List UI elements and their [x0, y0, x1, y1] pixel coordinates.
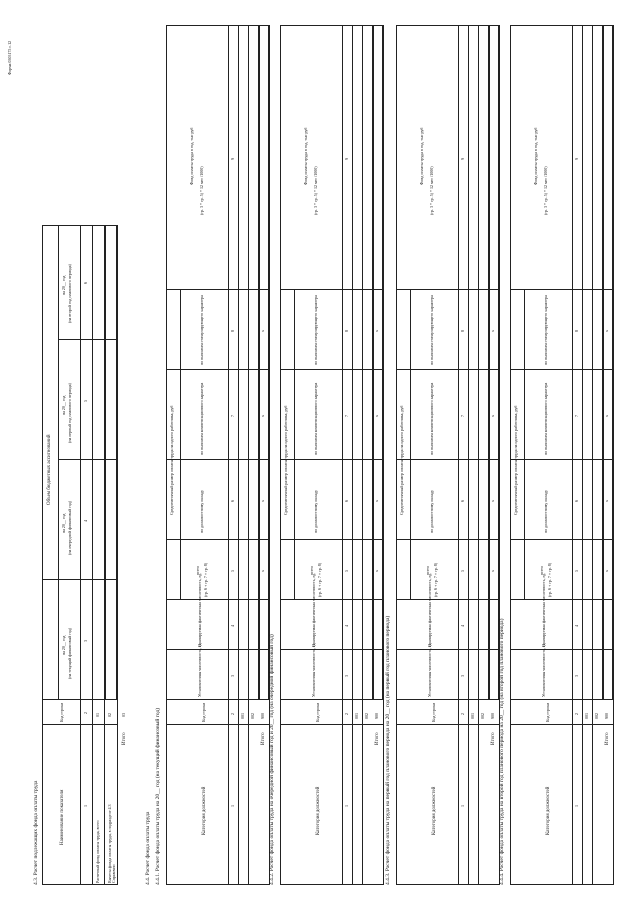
- column-number: 2: [344, 713, 349, 715]
- head-fund-formula: (гр. 3 * гр. 5) * 12 мес /1000): [429, 166, 434, 215]
- head-code: Код строки: [201, 702, 206, 722]
- head-salary: по должностному окладу: [199, 490, 204, 533]
- column-number: 4: [574, 625, 579, 627]
- head-salary: по должностному окладу: [429, 490, 434, 533]
- head-avg-pay: Среднемесячный размер оплаты труда на одного работника, руб: [283, 405, 288, 515]
- x-mark: x: [490, 570, 495, 572]
- column-number: 8: [344, 330, 349, 332]
- head-total: всего: [539, 565, 544, 575]
- column-number: 7: [574, 415, 579, 417]
- section-43-title: 4.3. Расчет подлежащих фонда оплаты труда: [33, 780, 39, 885]
- head-salary: по должностному окладу: [543, 490, 548, 533]
- x-mark: x: [260, 570, 265, 572]
- column-number: 7: [460, 415, 465, 417]
- row3-label: Справочно: [111, 864, 116, 883]
- rotated-form-page: Форма 0505175 с.12 4.3. Расчет подлежащих фонда оплаты труда Наименование показателя Код строки Объем бюджетных ассигнований на 20__ год (на текущий финансовый год) на 20__ год (на очередной финансовый год) на 20__ год (на первый год планового периода) на 20__ год (на второй год планового периода) 1 2 3 4 5 6 Расчетный фонд оплаты труда, всего 01 Вычеты фонда оплаты труда, в подразделе 4.3 02 Справочно Итого 03 4.4. Расчет фонда оплаты труда 4.4.1. Расчет фонда оплаты труда на 20__ год (на текущий финансовый год) Категория должностей Код строки Установленная численность, ед. Планируемая фактическая численность, ед. Среднемесячный размер оплаты труда на одного работника, руб всего (гр. 6 + гр. 7 + гр. 8) по должностному окладу по выплатам компенсационного характера по выплатам стимулирующего характера Фонд оплаты труда в год, тыс руб (гр. 3 * гр. 5) * 12 мес /1000) 1 2 3 4 5 6 7 8 9 001 002 Итого 900 x x x x 4.4.2. Расчет фонда оплаты труда на очередной финансовый год и 20__ год (на очередной финансовый год) Категория должностей Код строки Установленная численность, ед. Планируемая фактическая численность, ед. Среднемесячный размер оплаты труда на одного работника, руб всего (гр. 6 + гр. 7 + гр. 8) по должностному окладу по выплатам компенсационного характера по выплатам стимулирующего характера Фонд оплаты труда в год, тыс руб (гр. 3 * гр. 5) * 12 мес /1000) 1 2 3 4 5 6 7 8 9 001 002 Итого 900 x x x x 4.4.3. Расчет фонда оплаты труда на первый год планового периода на 20__ год (на первый год планового периода) Категория должностей Код строки Установленная численность, ед. Планируемая фактическая численность, ед. Среднемесячный размер оплаты труда на одного работника, руб всего (гр. 6 + гр. 7 + гр. 8) по должностному окладу по выплатам компенсационного характера по выплатам стимулирующего характера Фонд оплаты труда в год, тыс руб (гр. 3 * гр. 5) * 12 мес /1000) 1 2 3 4 5 6 7 8 9 001 002 Итого 900 x x x x 4.4.4. Расчет фонда оплаты труда на второй год планового периода на 20__ год (на второй год планового периода) Категория должностей Код строки Установленная численность, ед. Планируемая фактическая численность, ед. Среднемесячный размер оплаты труда на одного работника, руб всего (гр. 6 + гр. 7 + гр. 8) по должностному окладу по выплатам компенсационного характера по выплатам стимулирующего характера Фонд оплаты труда в год, тыс руб (гр. 3 * гр. 5) * 12 мес /1000) 1 2 3 4 5 6 7 8 9 001 002 Итого 900 x x x x: [0, 0, 640, 905]
- x-mark: x: [374, 570, 379, 572]
- block-1-table: [166, 25, 270, 885]
- total-code: 900: [604, 713, 609, 719]
- row-code: 001: [584, 713, 589, 719]
- head-category: Категория должностей: [432, 786, 437, 835]
- head-staff-avg: Планируемая фактическая численность, ед.: [427, 572, 432, 647]
- column-number: 6: [344, 500, 349, 502]
- block-4-table: [510, 25, 614, 885]
- subsection-3-title: 4.4.3. Расчет фонда оплаты труда на первый год планового периода на 20__ год (на первый год планового периода): [385, 615, 391, 885]
- head-stim: по выплатам стимулирующего характера: [199, 295, 204, 365]
- head-comp: по выплатам компенсационного характера: [429, 382, 434, 455]
- column-number: 3: [460, 675, 465, 677]
- column-number: 5: [574, 570, 579, 572]
- head-name: Наименование показателя: [60, 789, 65, 845]
- x-mark: x: [490, 330, 495, 332]
- head-comp: по выплатам компенсационного характера: [313, 382, 318, 455]
- x-mark: x: [604, 415, 609, 417]
- column-number: 8: [230, 330, 235, 332]
- column-number: 3: [344, 675, 349, 677]
- head-code: Код строки: [431, 702, 436, 722]
- head-code: Код строки: [315, 702, 320, 722]
- column-number: 6: [230, 500, 235, 502]
- head-staff-est: Установленная численность, ед.: [427, 642, 432, 697]
- head-staff-avg: Планируемая фактическая численность, ед.: [541, 572, 546, 647]
- head-avg-pay: Среднемесячный размер оплаты труда на одного работника, руб: [399, 405, 404, 515]
- column-number: 3: [230, 675, 235, 677]
- subsection-4-title: 4.4.4. Расчет фонда оплаты труда на второй год планового периода на 20__ год (на второй год планового периода): [499, 618, 505, 885]
- column-number: 4: [460, 625, 465, 627]
- x-mark: x: [374, 415, 379, 417]
- head-stim: по выплатам стимулирующего характера: [313, 295, 318, 365]
- head-stim: по выплатам стимулирующего характера: [429, 295, 434, 365]
- total-label: Итого: [261, 732, 266, 745]
- head-category: Категория должностей: [202, 786, 207, 835]
- block-2-table: [280, 25, 384, 885]
- column-number: 5: [460, 570, 465, 572]
- head-staff-est: Установленная численность, ед.: [197, 642, 202, 697]
- column-number: 4: [230, 625, 235, 627]
- head-fund-formula: (гр. 3 * гр. 5) * 12 мес /1000): [199, 166, 204, 215]
- row-code: 002: [250, 713, 255, 719]
- head-category: Категория должностей: [316, 786, 321, 835]
- head-fund: Фонд оплаты труда в год, тыс руб: [533, 127, 538, 185]
- head-stim: по выплатам стимулирующего характера: [543, 295, 548, 365]
- column-number: 1: [460, 805, 465, 807]
- column-number: 9: [574, 158, 579, 160]
- head-fund: Фонд оплаты труда в год, тыс руб: [189, 127, 194, 185]
- head-code: Код строки: [545, 702, 550, 722]
- total-code: 900: [490, 713, 495, 719]
- column-number: 5: [344, 570, 349, 572]
- row-code: 002: [364, 713, 369, 719]
- head-fund-formula: (гр. 3 * гр. 5) * 12 мес /1000): [313, 166, 318, 215]
- column-number: 7: [230, 415, 235, 417]
- head-total-formula: (гр. 6 + гр. 7 + гр. 8): [433, 562, 438, 597]
- head-total-formula: (гр. 6 + гр. 7 + гр. 8): [317, 562, 322, 597]
- head-staff-est: Установленная численность, ед.: [541, 642, 546, 697]
- column-number: 6: [460, 500, 465, 502]
- head-total: всего: [195, 565, 200, 575]
- total-43-label: Итого: [122, 732, 127, 745]
- x-mark: x: [604, 570, 609, 572]
- row1-label: Расчетный фонд оплаты труда, всего: [95, 820, 100, 883]
- column-number: 1: [574, 805, 579, 807]
- x-mark: x: [374, 500, 379, 502]
- head-avg-pay: Среднемесячный размер оплаты труда на одного работника, руб: [513, 405, 518, 515]
- column-number: 9: [230, 158, 235, 160]
- head-comp: по выплатам компенсационного характера: [543, 382, 548, 455]
- column-number: 9: [460, 158, 465, 160]
- section-44-title: 4.4. Расчет фонда оплаты труда: [145, 811, 151, 885]
- head-code: Код строки: [59, 702, 64, 722]
- row-code: 001: [470, 713, 475, 719]
- column-number: 6: [574, 500, 579, 502]
- subsection-1-title: 4.4.1. Расчет фонда оплаты труда на 20__ год (на текущий финансовый год): [155, 707, 161, 885]
- total-label: Итого: [375, 732, 380, 745]
- head-avg-pay: Среднемесячный размер оплаты труда на одного работника, руб: [169, 405, 174, 515]
- x-mark: x: [490, 415, 495, 417]
- total-label: Итого: [491, 732, 496, 745]
- head-total: всего: [309, 565, 314, 575]
- total-code: 900: [260, 713, 265, 719]
- head-salary: по должностному окладу: [313, 490, 318, 533]
- column-number: 2: [230, 713, 235, 715]
- column-number: 7: [344, 415, 349, 417]
- x-mark: x: [604, 330, 609, 332]
- block-3-table: [396, 25, 500, 885]
- head-staff-avg: Планируемая фактическая численность, ед.: [197, 572, 202, 647]
- column-number: 2: [574, 713, 579, 715]
- column-number: 1: [344, 805, 349, 807]
- x-mark: x: [604, 500, 609, 502]
- row-code: 001: [240, 713, 245, 719]
- head-fund: Фонд оплаты труда в год, тыс руб: [303, 127, 308, 185]
- form-code: Форма 0505175 с.12: [7, 40, 12, 75]
- head-comp: по выплатам компенсационного характера: [199, 382, 204, 455]
- column-number: 8: [574, 330, 579, 332]
- column-number: 2: [460, 713, 465, 715]
- head-fund: Фонд оплаты труда в год, тыс руб: [419, 127, 424, 185]
- head-total-formula: (гр. 6 + гр. 7 + гр. 8): [203, 562, 208, 597]
- x-mark: x: [490, 500, 495, 502]
- total-label: Итого: [605, 732, 610, 745]
- column-number: 1: [230, 805, 235, 807]
- total-code: 900: [374, 713, 379, 719]
- x-mark: x: [374, 330, 379, 332]
- column-number: 9: [344, 158, 349, 160]
- head-staff-avg: Планируемая фактическая численность, ед.: [311, 572, 316, 647]
- head-volume: Объем бюджетных ассигнований: [47, 434, 52, 505]
- column-number: 5: [230, 570, 235, 572]
- x-mark: x: [260, 330, 265, 332]
- head-total: всего: [425, 565, 430, 575]
- row2-label: Вычеты фонда оплаты труда, в подразделе 4.3: [107, 804, 112, 883]
- row-code: 001: [354, 713, 359, 719]
- row-code: 002: [594, 713, 599, 719]
- x-mark: x: [260, 415, 265, 417]
- head-staff-est: Установленная численность, ед.: [311, 642, 316, 697]
- subsection-2-title: 4.4.2. Расчет фонда оплаты труда на очередной финансовый год и 20__ год (на очередной финансовый год): [269, 634, 275, 885]
- head-category: Категория должностей: [546, 786, 551, 835]
- column-number: 4: [344, 625, 349, 627]
- column-number: 8: [460, 330, 465, 332]
- row-code: 002: [480, 713, 485, 719]
- head-fund-formula: (гр. 3 * гр. 5) * 12 мес /1000): [543, 166, 548, 215]
- x-mark: x: [260, 500, 265, 502]
- column-number: 3: [574, 675, 579, 677]
- head-total-formula: (гр. 6 + гр. 7 + гр. 8): [547, 562, 552, 597]
